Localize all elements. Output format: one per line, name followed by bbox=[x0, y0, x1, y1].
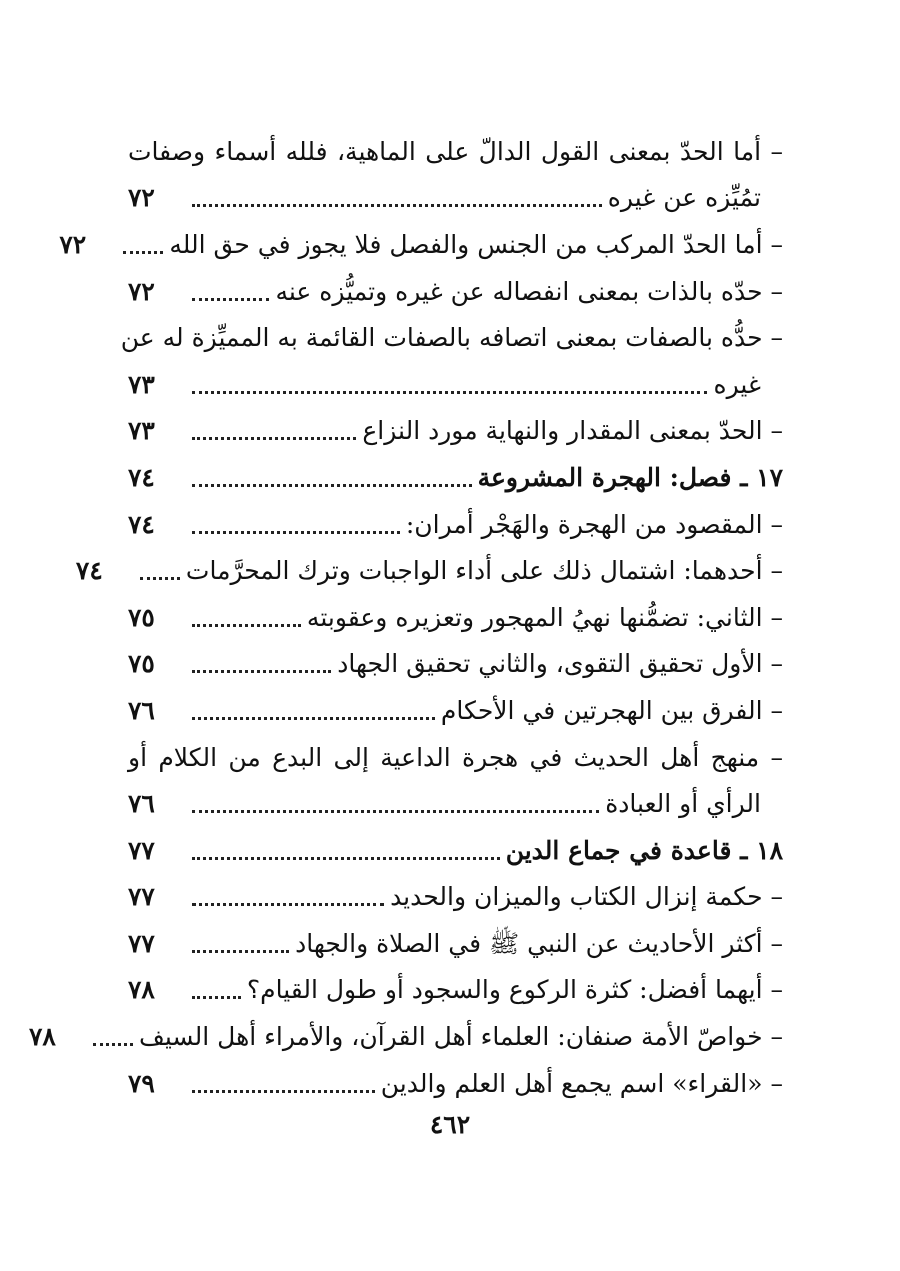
toc-entry-title: – المقصود من الهجرة والهَجْر أمران: bbox=[405, 509, 783, 539]
toc-entry bbox=[128, 687, 783, 734]
dot-leader bbox=[192, 857, 500, 860]
dot-leader bbox=[123, 251, 163, 254]
toc-entry-title: – أحدهما: اشتمال ذلك على أداء الواجبات وترك المحرَّمات bbox=[185, 556, 783, 586]
toc-entry-page: ٧٤ bbox=[128, 509, 155, 539]
toc-entry-title: – الحدّ بمعنى المقدار والنهاية مورد النزاع bbox=[362, 416, 783, 446]
dot-leader bbox=[192, 670, 331, 673]
toc-entry bbox=[128, 920, 783, 967]
toc-entry-page: ٧٢ bbox=[128, 276, 155, 306]
toc-entry-page: ٧٣ bbox=[128, 369, 155, 399]
toc-entry bbox=[128, 827, 783, 874]
toc-entry-title: – الثاني: تضمُّنها نهيُ المهجور وتعزيره وعقوبته bbox=[306, 602, 783, 632]
toc-entry-title: – منهج أهل الحديث في هجرة الداعية إلى البدع من الكلام أو bbox=[128, 742, 783, 772]
dot-leader bbox=[192, 298, 269, 301]
dot-leader bbox=[140, 577, 180, 580]
toc-entry-title: – «القراء» اسم يجمع أهل العلم والدين bbox=[380, 1068, 783, 1098]
toc-entry bbox=[28, 1013, 783, 1060]
toc-entry-page: ٧٦ bbox=[128, 789, 155, 819]
page-number: ٤٦٢ bbox=[429, 1110, 471, 1139]
dot-leader bbox=[192, 484, 472, 487]
toc-entry-page: ٧٢ bbox=[128, 183, 155, 213]
dot-leader bbox=[192, 950, 289, 953]
toc-entry-title: ١٨ ـ قاعدة في جماع الدين bbox=[505, 835, 783, 865]
toc-entry bbox=[128, 454, 783, 501]
toc-entry bbox=[128, 641, 783, 688]
dot-leader bbox=[192, 1090, 375, 1093]
toc-entry bbox=[128, 175, 783, 222]
dot-leader bbox=[192, 996, 241, 999]
toc-entry-title: – حدُّه بالصفات بمعنى اتصافه بالصفات القائمة به المميِّزة له عن bbox=[120, 323, 783, 353]
dot-leader bbox=[192, 204, 602, 207]
toc-entry-title: – حكمة إنزال الكتاب والميزان والحديد bbox=[390, 882, 783, 912]
toc-entry-title: تمُيِّزه عن غيره bbox=[607, 183, 761, 213]
toc-entry bbox=[128, 128, 783, 175]
toc-entry-title: – الأول تحقيق التقوى، والثاني تحقيق الجهاد bbox=[337, 649, 783, 679]
toc-entry-title: – خواصّ الأمة صنفان: العلماء أهل القرآن، والأمراء أهل السيف bbox=[138, 1022, 783, 1052]
toc-entry-title: الرأي أو العبادة bbox=[605, 789, 761, 819]
dot-leader bbox=[192, 717, 435, 720]
toc-entry-page: ٧٥ bbox=[128, 649, 155, 679]
dot-leader bbox=[192, 437, 356, 440]
dot-leader bbox=[192, 531, 400, 534]
toc-entry bbox=[128, 361, 783, 408]
toc-entry-page: ٧٦ bbox=[128, 695, 155, 725]
table-of-contents bbox=[28, 128, 783, 1106]
toc-entry-page: ٧٨ bbox=[128, 975, 155, 1005]
toc-entry-page: ٧٥ bbox=[128, 602, 155, 632]
dot-leader bbox=[192, 903, 384, 906]
toc-entry bbox=[128, 874, 783, 921]
toc-entry-title: – أكثر الأحاديث عن النبي ﷺ في الصلاة والجهاد bbox=[295, 928, 783, 958]
toc-entry bbox=[75, 547, 783, 594]
toc-entry-title: ١٧ ـ فصل: الهجرة المشروعة bbox=[477, 462, 783, 492]
toc-entry-page: ٧٤ bbox=[75, 556, 103, 586]
toc-entry-title: – أيهما أفضل: كثرة الركوع والسجود أو طول القيام؟ bbox=[246, 975, 783, 1005]
toc-entry bbox=[59, 221, 783, 268]
toc-entry-page: ٧٢ bbox=[59, 229, 87, 259]
toc-entry-page: ٧٧ bbox=[128, 882, 155, 912]
dot-leader bbox=[192, 810, 599, 813]
toc-entry bbox=[128, 501, 783, 548]
toc-entry bbox=[128, 594, 783, 641]
toc-entry-page: ٧٤ bbox=[128, 462, 155, 492]
toc-entry bbox=[128, 967, 783, 1014]
dot-leader bbox=[93, 1043, 133, 1046]
toc-entry bbox=[120, 314, 783, 361]
toc-entry bbox=[128, 780, 783, 827]
toc-entry-title: – أما الحدّ بمعنى القول الدالّ على الماهية، فلله أسماء وصفات bbox=[128, 136, 783, 166]
toc-entry-page: ٧٧ bbox=[128, 928, 155, 958]
toc-entry-title: – أما الحدّ المركب من الجنس والفصل فلا يجوز في حق الله bbox=[169, 229, 783, 259]
toc-entry-page: ٧٨ bbox=[28, 1022, 56, 1052]
toc-entry-title: غيره bbox=[713, 369, 761, 399]
toc-entry-title: – حدّه بالذات بمعنى انفصاله عن غيره وتميُّزه عنه bbox=[275, 276, 783, 306]
toc-entry-page: ٧٩ bbox=[128, 1068, 155, 1098]
toc-entry-page: ٧٣ bbox=[128, 416, 155, 446]
toc-entry bbox=[128, 1060, 783, 1107]
toc-entry bbox=[128, 268, 783, 315]
toc-entry bbox=[128, 734, 783, 781]
toc-entry bbox=[128, 408, 783, 455]
dot-leader bbox=[192, 391, 707, 394]
dot-leader bbox=[192, 624, 301, 627]
toc-entry-title: – الفرق بين الهجرتين في الأحكام bbox=[440, 695, 783, 725]
toc-entry-page: ٧٧ bbox=[128, 835, 155, 865]
